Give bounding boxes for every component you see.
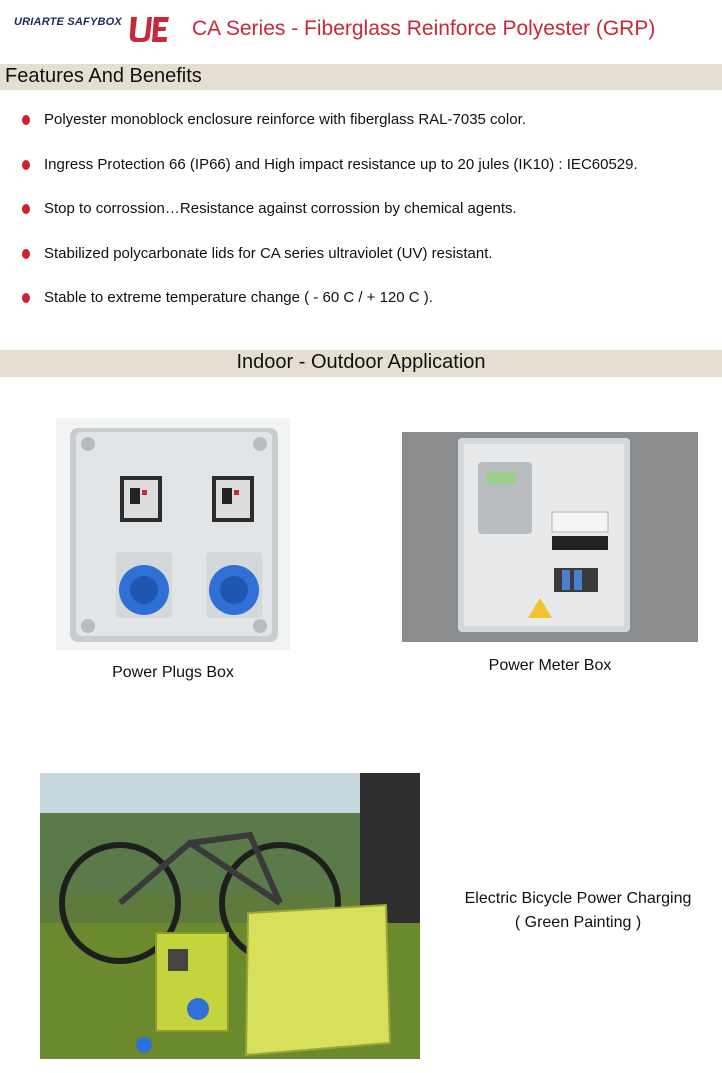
features-list [0, 108, 722, 331]
feature-item [0, 197, 722, 242]
bicycle-charging-caption-line1: Electric Bicycle Power Charging [464, 890, 692, 907]
feature-item [0, 108, 722, 153]
features-heading-band [0, 64, 722, 90]
feature-item [0, 286, 722, 331]
document-title: CA Series - Fiberglass Reinforce Polyester (GRP) [192, 17, 656, 40]
brand-name: URIARTE SAFYBOX [14, 16, 122, 28]
power-meter-caption: Power Meter Box [488, 657, 612, 674]
application-heading-band [0, 350, 722, 377]
power-meter-box-photo [402, 432, 698, 642]
bullet-icon [22, 160, 30, 170]
power-plugs-box-photo [56, 418, 290, 650]
application-heading: Indoor - Outdoor Application [236, 351, 486, 373]
bullet-icon [22, 204, 30, 214]
bicycle-charging-photo [40, 773, 420, 1059]
power-plugs-caption: Power Plugs Box [112, 664, 234, 681]
feature-text: Polyester monoblock enclosure reinforce with fiberglass RAL-7035 color. [44, 111, 526, 128]
feature-text: Ingress Protection 66 (IP66) and High impact resistance up to 20 jules (IK10) : IEC60529. [44, 155, 638, 173]
bullet-icon [22, 249, 30, 259]
bullet-icon [22, 293, 30, 303]
feature-item [0, 153, 722, 198]
feature-text: Stabilized polycarbonate lids for CA series ultraviolet (UV) resistant. [44, 244, 493, 262]
feature-text: Stop to corrossion…Resistance against corrossion by chemical agents. [44, 200, 517, 217]
features-heading: Features And Benefits [5, 65, 202, 87]
ue-logo [128, 14, 170, 44]
bicycle-charging-caption-line2: ( Green Painting ) [514, 914, 642, 931]
feature-text: Stable to extreme temperature change ( - 60 C / + 120 C ). [44, 289, 433, 306]
bullet-icon [22, 115, 30, 125]
feature-item [0, 242, 722, 287]
